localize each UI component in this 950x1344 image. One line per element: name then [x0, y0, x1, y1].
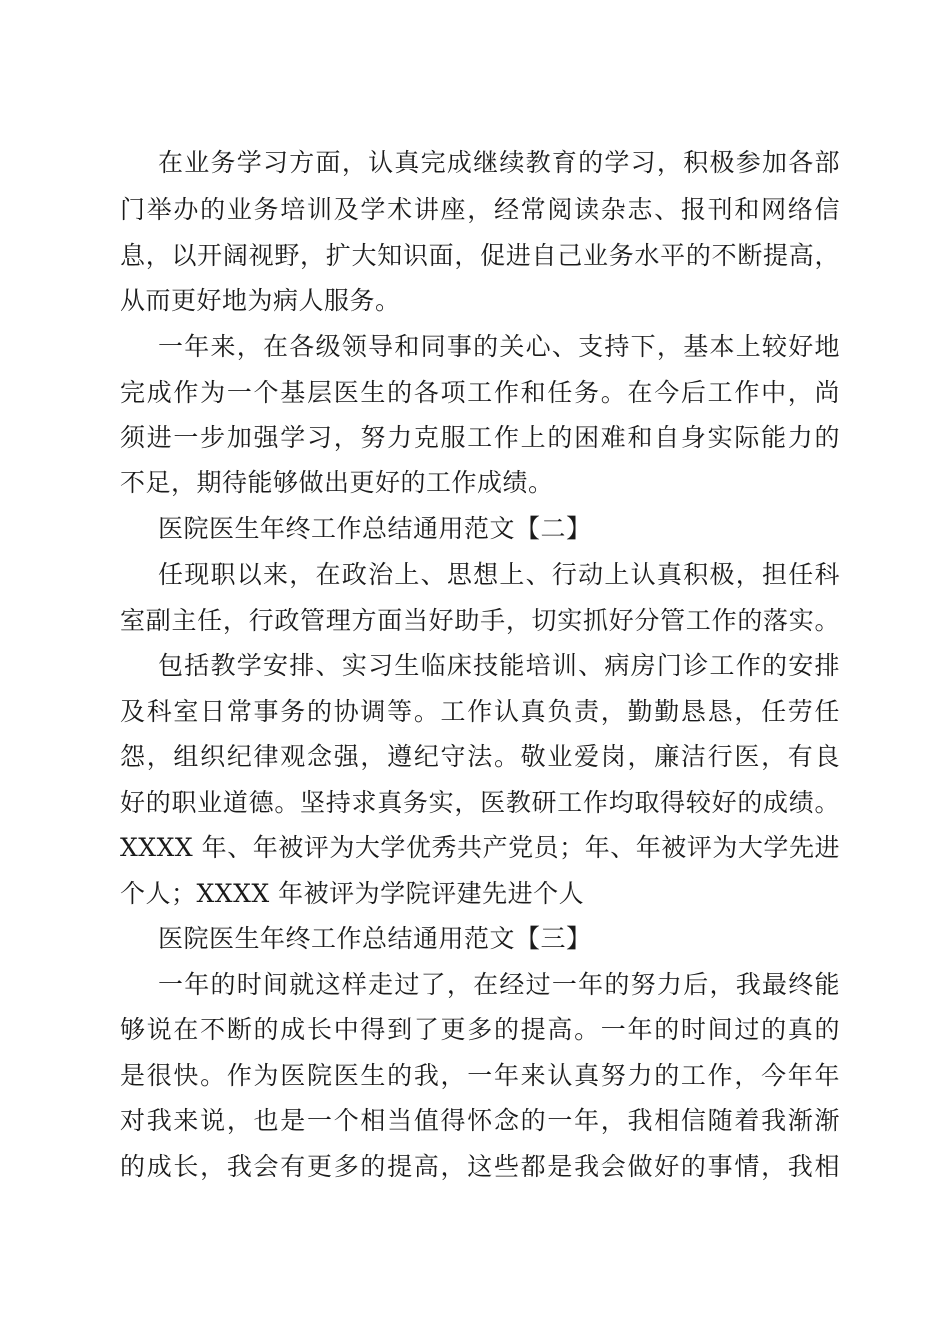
paragraph-line: 门举办的业务培训及学术讲座，经常阅读杂志、报刊和网络信 [120, 195, 840, 224]
paragraph-line: 从而更好地为病人服务。 [120, 286, 401, 315]
paragraph-line: 完成作为一个基层医生的各项工作和任务。在今后工作中，尚 [120, 378, 840, 407]
paragraph-line: 好的职业道德。坚持求真务实，医教研工作均取得较好的成绩。 [120, 788, 840, 817]
paragraph-line: 一年的时间就这样走过了，在经过一年的努力后，我最终能 [158, 970, 840, 999]
paragraph-line: 及科室日常事务的协调等。工作认真负责，勤勤恳恳，任劳任 [120, 697, 840, 726]
paragraph-line: 须进一步加强学习，努力克服工作上的困难和自身实际能力的 [120, 423, 840, 452]
section-heading: 医院医生年终工作总结通用范文【三】 [158, 924, 592, 953]
paragraph-line: XXXX 年、年被评为大学优秀共产党员；年、年被评为大学先进 [120, 833, 840, 862]
paragraph-line: 一年来，在各级领导和同事的关心、支持下，基本上较好地 [158, 332, 840, 361]
paragraph-line: 在业务学习方面，认真完成继续教育的学习，积极参加各部 [158, 148, 840, 177]
paragraph-line: 任现职以来，在政治上、思想上、行动上认真积极，担任科 [158, 560, 840, 589]
paragraph-line: 对我来说，也是一个相当值得怀念的一年，我相信随着我渐渐 [120, 1106, 840, 1135]
paragraph-line: 包括教学安排、实习生临床技能培训、病房门诊工作的安排 [158, 651, 840, 680]
paragraph-line: 室副主任，行政管理方面当好助手，切实抓好分管工作的落实。 [120, 606, 840, 635]
paragraph-line: 是很快。作为医院医生的我，一年来认真努力的工作，今年年 [120, 1061, 840, 1090]
paragraph-line: 个人；XXXX 年被评为学院评建先进个人 [120, 879, 585, 908]
paragraph-line: 息，以开阔视野，扩大知识面，促进自己业务水平的不断提高， [120, 241, 840, 270]
paragraph-line: 不足，期待能够做出更好的工作成绩。 [120, 468, 554, 497]
paragraph-line: 够说在不断的成长中得到了更多的提高。一年的时间过的真的 [120, 1015, 840, 1044]
paragraph-line: 怨，组织纪律观念强，遵纪守法。敬业爱岗，廉洁行医，有良 [120, 742, 840, 771]
paragraph-line: 的成长，我会有更多的提高，这些都是我会做好的事情，我相 [120, 1152, 840, 1181]
section-heading: 医院医生年终工作总结通用范文【二】 [158, 514, 592, 543]
